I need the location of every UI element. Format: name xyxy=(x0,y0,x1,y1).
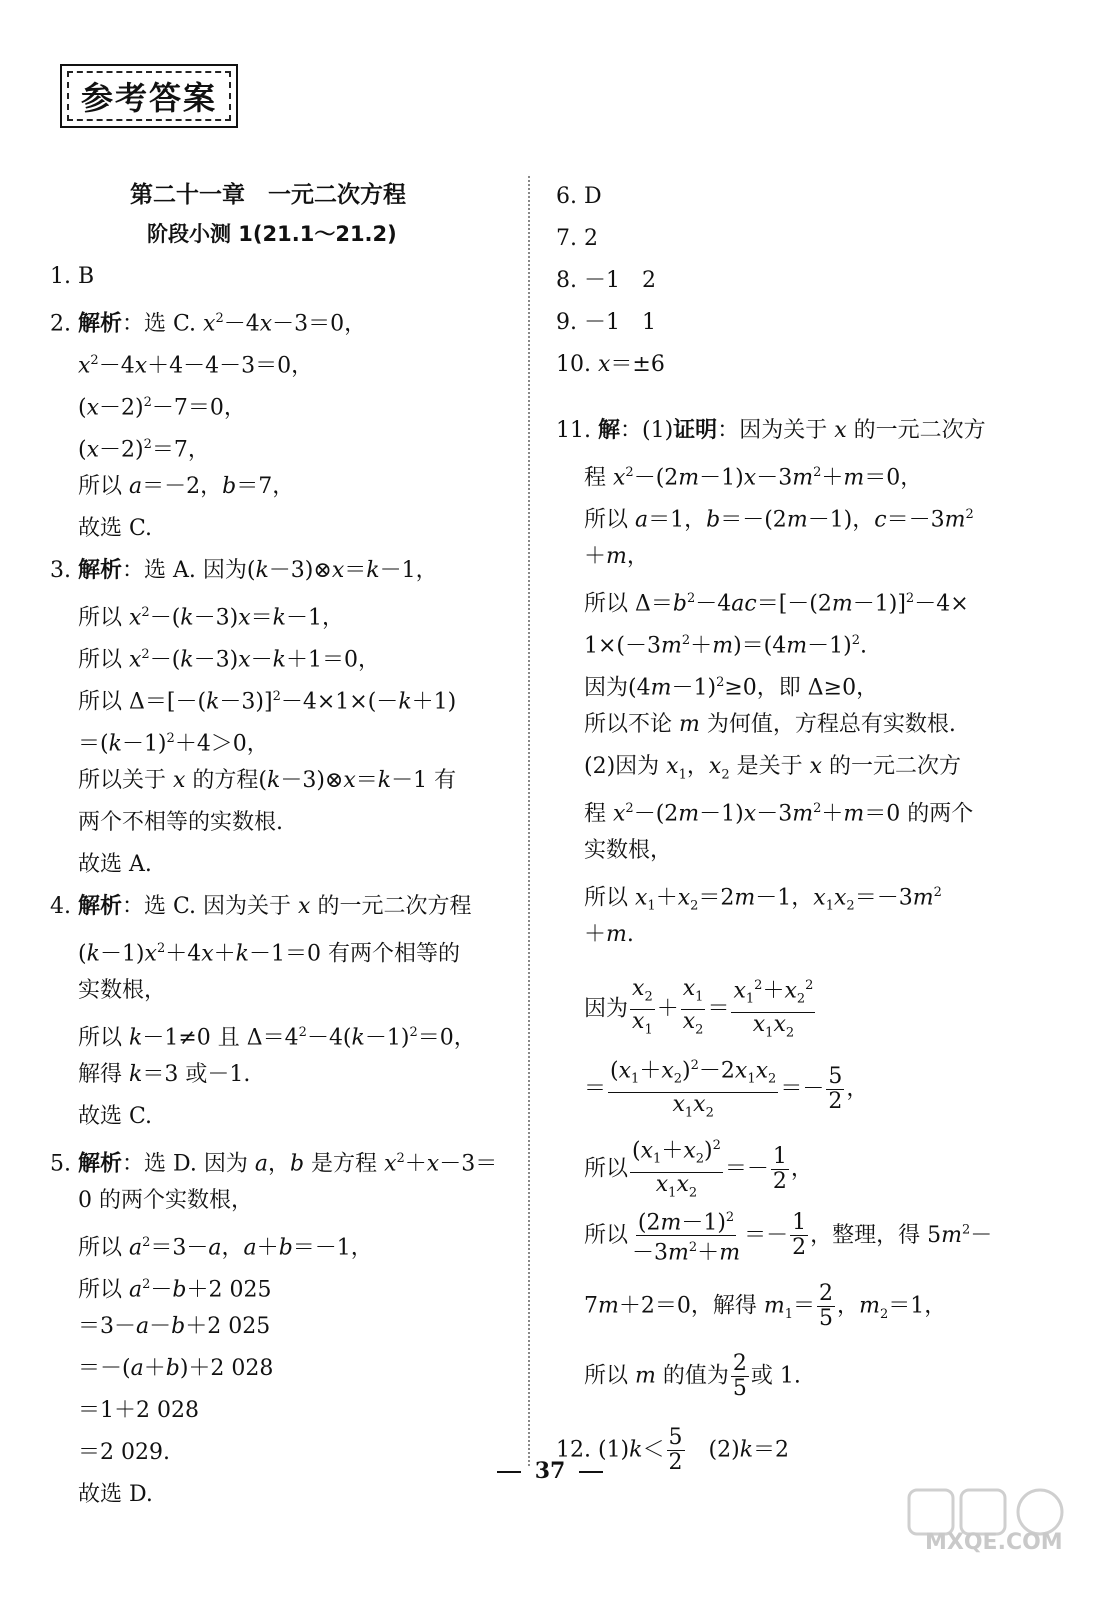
answer-5-step: ＝1＋2 028 xyxy=(78,1398,199,1423)
answer-11-step: ＋m， xyxy=(584,544,649,569)
answer-5: 5. 解析：选 D. 因为 a，b 是方程 $x^2+x-3=$ xyxy=(50,1151,498,1177)
answer-11-formula: 因为 $\frac{x_2}{x_1}$ ＋ $\frac{x_1}{x_2}$ ＝ $\frac{x_1^2+x_2^2}{x_1x_2}$ xyxy=(584,975,814,1041)
answer-4-conclusion: 故选 C. xyxy=(78,1104,153,1129)
answer-10: 10. x＝±6 xyxy=(556,352,665,377)
answer-11-formula: 7m＋2＝0，解得 $m_1=$ $\frac{2}{5}$ ，$m_2=1$， xyxy=(584,1281,947,1331)
answer-3-step: 所以关于 x 的方程(k－3)⊗x＝k－1 有 xyxy=(78,768,457,793)
answer-11-formula: ＝ $\frac{(x_1+x_2)^2-2x_1x_2}{x_1x_2}$ ＝－ $\frac{5}{2}$ ， xyxy=(556,1054,868,1125)
answer-4: 4. 解析：选 C. 因为关于 x 的一元二次方程 xyxy=(50,894,472,919)
answer-key-title-text: 参考答案 xyxy=(80,79,217,117)
answer-2-step: $(x-2)^2-7=0$， xyxy=(78,395,246,421)
answer-9: 9. －1 1 xyxy=(556,310,656,335)
answer-5-step: 所以 $a^2-b+2$ 025 xyxy=(78,1277,272,1303)
answer-11: 11. 解：(1)证明：因为关于 x 的一元二次方 xyxy=(556,418,986,443)
answer-7: 7. 2 xyxy=(556,226,598,251)
answer-2-step: 所以 a＝－2，b＝7， xyxy=(78,474,295,499)
answer-5-step: ＝3－a－b＋2 025 xyxy=(78,1314,271,1339)
answer-3-step: 所以 $x^2-(k-3)x=k-1$， xyxy=(78,605,345,631)
answer-11-formula: 所以 $\frac{(x_1+x_2)^2}{x_1x_2}$ ＝－ $\frac{1}{2}$ ， xyxy=(556,1134,813,1205)
answer-11-step: 所以 a＝1，b＝－(2m－1)，$c=-3m^2$ xyxy=(584,507,974,533)
answer-11-step: 因为$(4m-1)^2\ge 0$，即 Δ≥0， xyxy=(584,675,879,701)
chapter-title: 第二十一章 一元二次方程 xyxy=(130,182,406,208)
answer-12: 12. (1)k＜ $\frac{5}{2}$ (2)k＝2 xyxy=(556,1425,790,1475)
answer-3: 3. 解析：选 A. 因为(k－3)⊗x＝k－1， xyxy=(50,558,438,583)
answer-4-step: 解得 k＝3 或－1. xyxy=(78,1062,251,1087)
answer-11-step: $1\times(-3m^2+m)=(4m-1)^2$. xyxy=(584,633,867,659)
answer-3-step: 所以 $\Delta=[-(k-3)]^2-4\times 1\times(-k+1)$ xyxy=(78,689,457,715)
page-number-text: 37 xyxy=(534,1458,566,1484)
answer-5-step: 所以 $a^2=3-a$，a＋b＝－1， xyxy=(78,1235,373,1261)
answer-3-step: 两个不相等的实数根. xyxy=(78,810,283,835)
answer-11-step: 所以 $x_1+x_2=2m-1$，$x_1x_2=-3m^2$ xyxy=(584,885,942,914)
answer-11-step: 程 $x^2-(2m-1)x-3m^2+m=0$ 的两个 xyxy=(584,801,974,827)
answer-5-step: ＝－(a＋b)＋2 028 xyxy=(78,1356,274,1381)
answer-11-part2: (2)因为 $x_1$，$x_2$ 是关于 x 的一元二次方 xyxy=(584,754,962,783)
answer-1: 1. B xyxy=(50,264,95,289)
answer-11-step: 所以 $\Delta=b^2-4ac=[-(2m-1)]^2-4\times$ xyxy=(584,591,969,617)
answer-4-step: 所以 k－1≠0 且 $\Delta=4^2-4(k-1)^2=0$， xyxy=(78,1025,476,1051)
answer-6: 6. D xyxy=(556,184,602,209)
answer-2-step: $x^2-4x+4-4-3=0$， xyxy=(78,353,314,379)
page-number xyxy=(0,1458,1100,1484)
answer-3-conclusion: 故选 A. xyxy=(78,852,152,877)
answer-2-step: $(x-2)^2=7$， xyxy=(78,437,210,463)
answer-11-step: 程 $x^2-(2m-1)x-3m^2+m=0$， xyxy=(584,465,923,491)
column-divider xyxy=(528,176,530,1466)
answer-4-step: 实数根， xyxy=(78,978,167,1003)
answer-3-step: 所以 $x^2-(k-3)x-k+1=0$， xyxy=(78,647,381,673)
answer-11-step: ＋m. xyxy=(584,922,634,947)
answer-2-conclusion: 故选 C. xyxy=(78,516,153,541)
answer-11-formula: 所以 m 的值为 $\frac{2}{5}$ 或 1. xyxy=(584,1351,801,1401)
answer-4-step: $(k-1)x^2+4x+k-1=0$ 有两个相等的 xyxy=(78,941,461,967)
stage-title: 阶段小测 1(21.1～21.2) xyxy=(147,222,397,246)
answer-2: 2. 解析：选 C. $x^2-4x-3=0$， xyxy=(50,311,367,337)
answer-5-step: ＝2 029. xyxy=(78,1440,170,1465)
answer-3-step: $=(k-1)^2+4>0$， xyxy=(78,731,269,757)
answer-key-title xyxy=(60,64,238,128)
page-dash-right xyxy=(579,1471,603,1473)
answer-11-step: 实数根， xyxy=(584,838,673,863)
watermark-logo xyxy=(905,1484,1085,1584)
answer-11-step: 所以不论 m 为何值，方程总有实数根. xyxy=(584,712,956,737)
answer-5-step: 0 的两个实数根， xyxy=(78,1188,253,1213)
answer-8: 8. －1 2 xyxy=(556,268,656,293)
page-dash-left xyxy=(497,1471,521,1473)
answer-5-conclusion: 故选 D. xyxy=(78,1482,153,1507)
answer-11-formula: 所以 $\frac{(2m-1)^2}{-3m^2+m}$ ＝－ $\frac{1}{2}$ ，整理，得 $5m^2-$ xyxy=(556,1206,992,1266)
watermark-text: MXQE.COM xyxy=(925,1530,1063,1555)
